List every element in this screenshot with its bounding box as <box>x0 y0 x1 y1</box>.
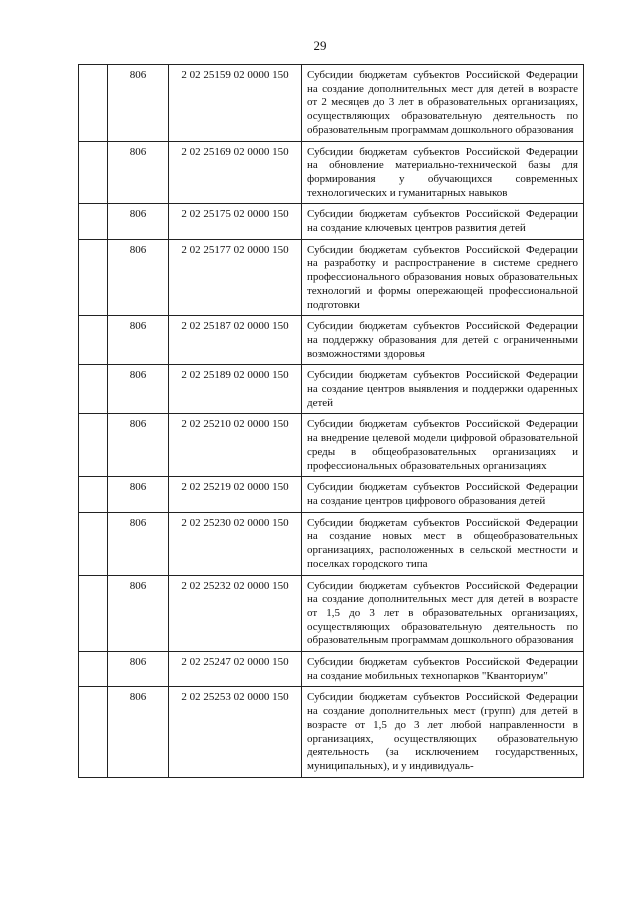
revenue-code-cell: 2 02 25210 02 0000 150 <box>169 414 302 477</box>
admin-code-cell: 806 <box>108 414 169 477</box>
revenue-code-cell: 2 02 25169 02 0000 150 <box>169 141 302 204</box>
revenue-code-cell: 2 02 25175 02 0000 150 <box>169 204 302 239</box>
revenue-name-cell: Субсидии бюджетам субъектов Российской Федерации на создание мобильных технопарков "Кванториум" <box>302 652 584 687</box>
blank-cell <box>79 687 108 777</box>
admin-code-cell: 806 <box>108 65 169 142</box>
table-row <box>79 365 584 414</box>
table-row <box>79 687 584 777</box>
admin-code-cell: 806 <box>108 687 169 777</box>
table-row <box>79 239 584 316</box>
revenue-name-cell: Субсидии бюджетам субъектов Российской Федерации на разработку и распространение в системе среднего профессионального образования новых образовательных технологий и формы опережающей профессиональной подготовки <box>302 239 584 316</box>
admin-code-cell: 806 <box>108 477 169 512</box>
revenue-code-cell: 2 02 25219 02 0000 150 <box>169 477 302 512</box>
table-row <box>79 204 584 239</box>
blank-cell <box>79 652 108 687</box>
table-row <box>79 512 584 575</box>
revenue-name-cell: Субсидии бюджетам субъектов Российской Федерации на создание дополнительных мест для детей в возрасте от 1,5 до 3 лет в образовательных организациях, осуществляющих образовательную деятельность по образовательным программам дошкольного образования <box>302 575 584 652</box>
blank-cell <box>79 204 108 239</box>
revenue-name-cell: Субсидии бюджетам субъектов Российской Федерации на создание ключевых центров развития детей <box>302 204 584 239</box>
admin-code-cell: 806 <box>108 652 169 687</box>
revenue-code-cell: 2 02 25159 02 0000 150 <box>169 65 302 142</box>
page-number: 29 <box>313 38 327 53</box>
blank-cell <box>79 365 108 414</box>
blank-cell <box>79 239 108 316</box>
blank-cell <box>79 316 108 365</box>
table-row <box>79 316 584 365</box>
blank-cell <box>79 414 108 477</box>
blank-cell <box>79 477 108 512</box>
revenue-code-cell: 2 02 25253 02 0000 150 <box>169 687 302 777</box>
revenue-code-cell: 2 02 25177 02 0000 150 <box>169 239 302 316</box>
revenue-name-cell: Субсидии бюджетам субъектов Российской Федерации на поддержку образования для детей с ограниченными возможностями здоровья <box>302 316 584 365</box>
blank-cell <box>79 141 108 204</box>
revenue-name-cell: Субсидии бюджетам субъектов Российской Федерации на внедрение целевой модели цифровой образовательной среды в общеобразовательных организациях и профессиональных образовательных организациях <box>302 414 584 477</box>
blank-cell <box>79 512 108 575</box>
revenue-name-cell: Субсидии бюджетам субъектов Российской Федерации на создание новых мест в общеобразовательных организациях, расположенных в сельской местности и поселках городского типа <box>302 512 584 575</box>
revenue-code-cell: 2 02 25232 02 0000 150 <box>169 575 302 652</box>
revenue-name-cell: Субсидии бюджетам субъектов Российской Федерации на создание дополнительных мест для детей в возрасте от 2 месяцев до 3 лет в образовательных организациях, осуществляющих образовательную деятельность по образовательным программам дошкольного образования <box>302 65 584 142</box>
admin-code-cell: 806 <box>108 365 169 414</box>
table-row <box>79 414 584 477</box>
revenue-name-cell: Субсидии бюджетам субъектов Российской Федерации на создание центров цифрового образования детей <box>302 477 584 512</box>
table-row <box>79 652 584 687</box>
admin-code-cell: 806 <box>108 239 169 316</box>
revenue-codes-table <box>78 64 584 778</box>
revenue-name-cell: Субсидии бюджетам субъектов Российской Федерации на создание центров выявления и поддержки одаренных детей <box>302 365 584 414</box>
blank-cell <box>79 575 108 652</box>
admin-code-cell: 806 <box>108 575 169 652</box>
table-row <box>79 65 584 142</box>
revenue-code-cell: 2 02 25247 02 0000 150 <box>169 652 302 687</box>
revenue-name-cell: Субсидии бюджетам субъектов Российской Федерации на создание дополнительных мест (групп) для детей в возрасте от 1,5 до 3 лет любой направленности в организациях, осуществляющих образовательную деятельность (за исключением государственных, муниципальных), и у индивидуаль- <box>302 687 584 777</box>
revenue-code-cell: 2 02 25230 02 0000 150 <box>169 512 302 575</box>
admin-code-cell: 806 <box>108 316 169 365</box>
admin-code-cell: 806 <box>108 204 169 239</box>
revenue-code-cell: 2 02 25189 02 0000 150 <box>169 365 302 414</box>
table-row <box>79 141 584 204</box>
admin-code-cell: 806 <box>108 141 169 204</box>
revenue-name-cell: Субсидии бюджетам субъектов Российской Федерации на обновление материально-технической базы для формирования у обучающихся современных технологических и гуманитарных навыков <box>302 141 584 204</box>
blank-cell <box>79 65 108 142</box>
revenue-code-cell: 2 02 25187 02 0000 150 <box>169 316 302 365</box>
table-row <box>79 477 584 512</box>
admin-code-cell: 806 <box>108 512 169 575</box>
table-row <box>79 575 584 652</box>
